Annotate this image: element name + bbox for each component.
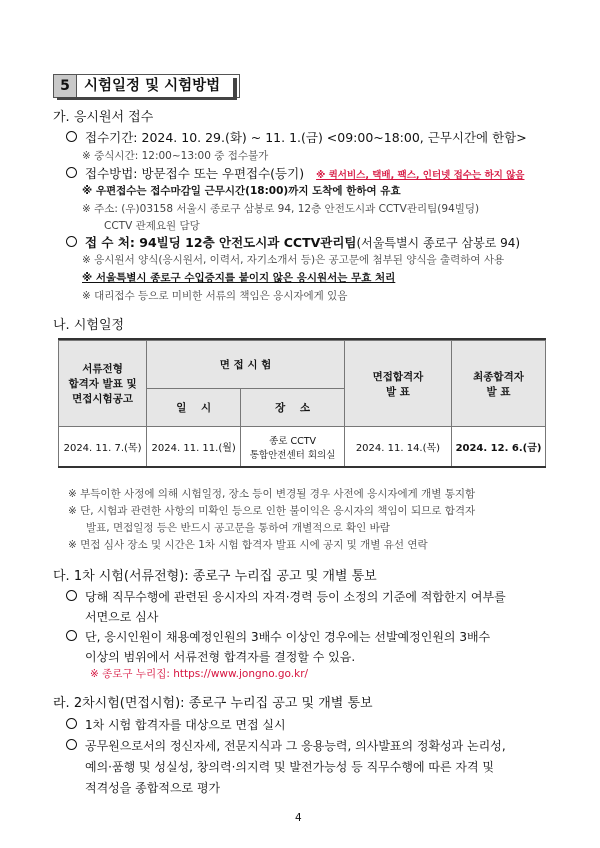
table-bottom-rule [58,466,546,468]
section-shadow-right [233,78,237,98]
heading-na: 나. 시험일정 [53,318,125,333]
period-note: ※ 중식시간: 12:00~13:00 중 접수불가 [82,150,269,162]
ra-item-1-text: 1차 시험 합격자를 대상으로 면접 실시 [85,718,286,732]
method-red-note: ※ 퀵서비스, 택배, 팩스, 인터넷 접수는 하지 않음 [316,170,525,181]
jongno-link[interactable]: ※ 종로구 누리집: https://www.jongno.go.kr/ [90,668,309,680]
place-note-1: ※ 응시원서 양식(응시원서, 이력서, 자기소개서 등)은 공고문에 첨부된 양식을 출력하여 사용 [82,254,505,266]
heading-ga: 가. 응시원서 접수 [53,110,154,125]
th-final: 최종합격자 발 표 [452,341,546,427]
th-doc: 서류전형 합격자 발표 및 면접시험공고 [59,341,147,427]
da-item-2 [66,628,490,645]
heading-ra: 라. 2차시험(면접시험): 종로구 누리집 공고 및 개별 통보 [53,696,373,711]
th-place: 장 소 [241,389,345,427]
place-note-3: ※ 대리접수 등으로 미비한 서류의 책임은 응시자에게 있음 [82,290,348,302]
place-line [66,233,520,251]
place-note-2: ※ 서울특별시 종로구 수입증지를 붙이지 않은 응시원서는 무효 처리 [82,272,396,284]
section-title: 시험일정 및 시험방법 [76,74,240,98]
method-text: 접수방법: 방문접수 또는 우편접수(등기) [85,166,305,181]
address-note: ※ 주소: (우)03158 서울시 종로구 삼봉로 94, 12층 안전도시과 CCTV관리팀(94빌딩) [82,203,480,215]
schedule-note-2b: 발표, 면접일정 등은 반드시 공고문을 통하여 개별적으로 확인 바람 [86,522,390,534]
circle-bullet-icon [66,167,77,178]
da-item-2b: 이상의 범위에서 서류전형 합격자를 결정할 수 있음. [85,650,356,664]
place-suffix: (서울특별시 종로구 삼봉로 94) [356,236,521,250]
place-text: 접 수 처: 94빌딩 12층 안전도시과 CCTV관리팀 [85,235,357,250]
page-number: 4 [295,812,302,824]
period-text: 접수기간: 2024. 10. 29.(화) ~ 11. 1.(금) <09:00~18:00, 근무시간에 한함> [85,130,527,145]
da-item-1-text: 당해 직무수행에 관련된 응시자의 자격·경력 등이 소정의 기준에 적합한지 여부를 [85,590,506,604]
section-number: 5 [53,74,77,98]
ra-item-2-text: 공무원으로서의 정신자세, 전문지식과 그 응용능력, 의사발표의 정확성과 논리성, [85,739,506,753]
heading-da: 다. 1차 시험(서류전형): 종로구 누리집 공고 및 개별 통보 [53,569,377,584]
schedule-note-3: ※ 면접 심사 장소 및 시간은 1차 시험 합격자 발표 시에 공지 및 개별 유선 연락 [68,539,428,551]
td-doc: 2024. 11. 7.(목) [59,427,147,467]
da-item-2-text: 단, 응시인원이 채용예정인원의 3배수 이상인 경우에는 선발예정인원의 3배수 [85,630,491,644]
td-date: 2024. 11. 11.(월) [147,427,241,467]
schedule-table [58,340,546,467]
schedule-note-2: ※ 단, 시험과 관련한 사항의 미확인 등으로 인한 불이익은 응시자의 책임이 되므로 합격자 [68,505,476,517]
ra-item-2 [66,737,506,754]
circle-bullet-icon [66,590,77,601]
address-note-2: CCTV 관제요원 담당 [104,220,200,232]
td-interview-pass: 2024. 11. 14.(목) [344,427,451,467]
circle-bullet-icon [66,718,77,729]
ra-item-2c: 적격성을 종합적으로 평가 [85,781,221,795]
da-item-1b: 서면으로 심사 [85,610,159,624]
circle-bullet-icon [66,630,77,641]
ra-item-2b: 예의·품행 및 성실성, 창의력·의지력 및 발전가능성 등 직무수행에 따른 자격 및 [85,760,494,774]
da-item-1 [66,588,506,605]
th-interview-pass: 면접합격자 발 표 [344,341,451,427]
th-date: 일 시 [147,389,241,427]
circle-bullet-icon [66,236,77,247]
td-place: 종로 CCTV 통합안전센터 회의실 [241,427,345,467]
th-interview: 면 접 시 험 [147,341,345,389]
circle-bullet-icon [66,131,77,142]
mail-note: ※ 우편접수는 접수마감일 근무시간(18:00)까지 도착에 한하여 유효 [82,185,401,197]
ra-item-1 [66,716,286,733]
method-line [66,164,524,182]
td-final: 2024. 12. 6.(금) [452,427,546,467]
period-line [66,128,527,146]
schedule-note-1: ※ 부득이한 사정에 의해 시험일정, 장소 등이 변경될 경우 사전에 응시자에게 개별 통지함 [68,488,476,500]
section-shadow-bottom [57,97,237,100]
circle-bullet-icon [66,739,77,750]
